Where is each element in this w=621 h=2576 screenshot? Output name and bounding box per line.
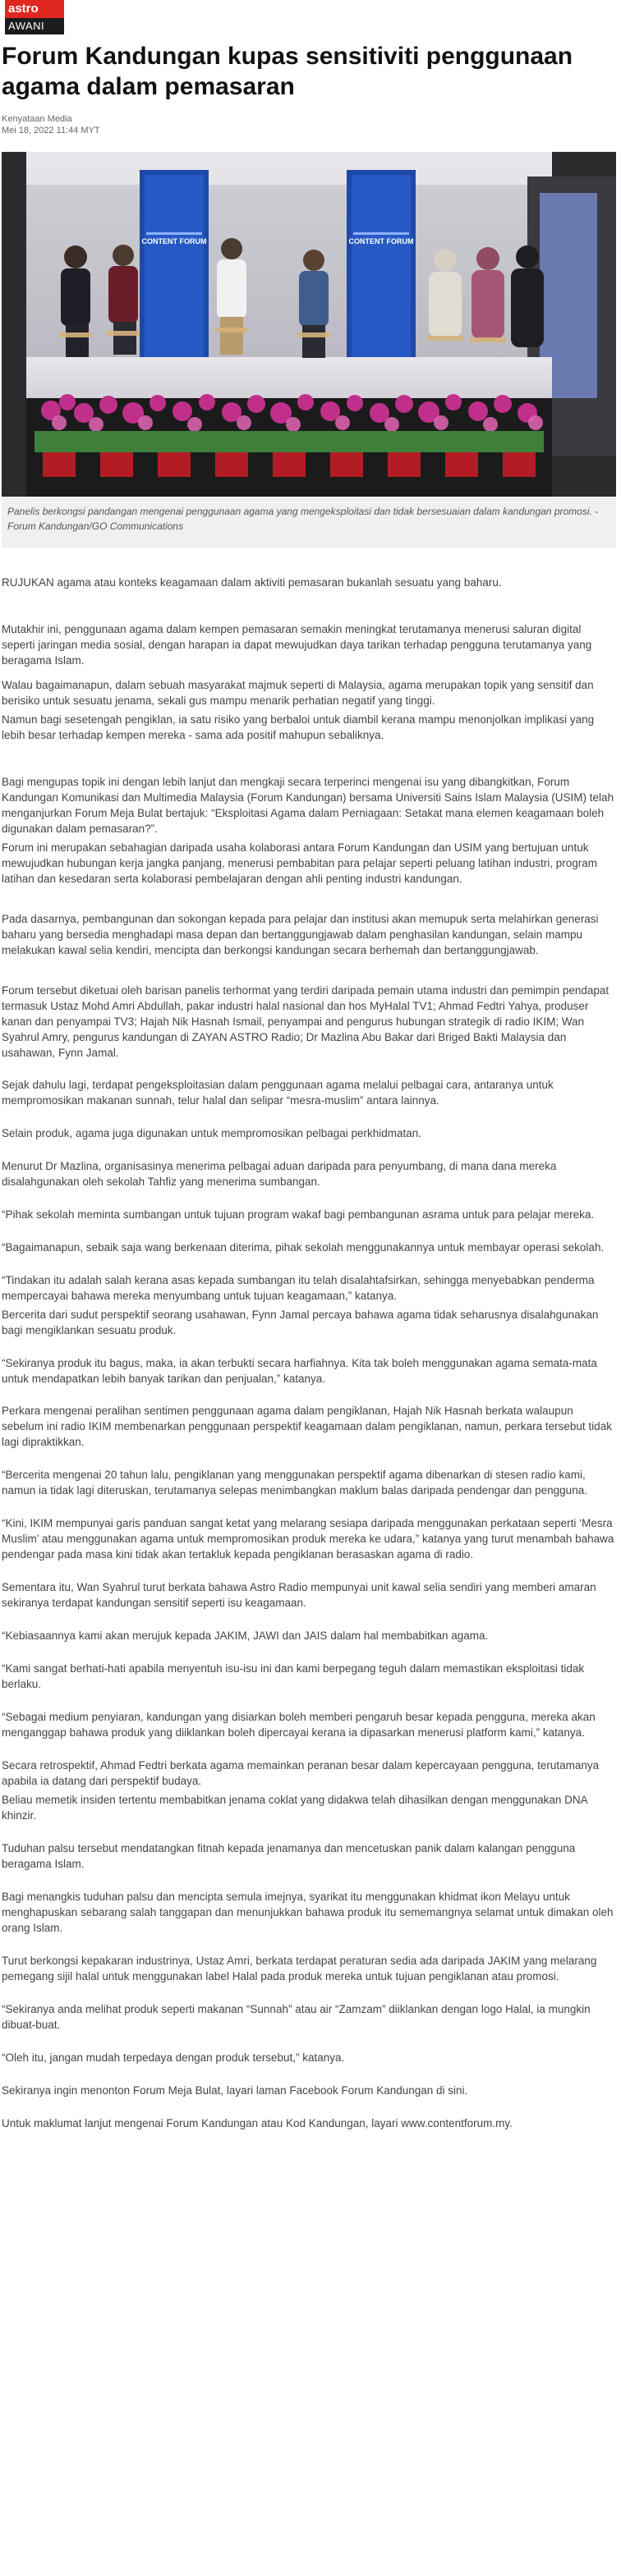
hero-caption: Panelis berkongsi pandangan mengenai penggunaan agama yang mengeksploitasi dan tidak bersesuaian dalam kandungan promosi. -Forum Kandungan/GO Communications [2,497,616,548]
paragraph: “Oleh itu, jangan mudah terpedaya dengan produk tersebut,” katanya. [2,2051,345,2064]
astro-awani-logo[interactable] [5,0,64,34]
paragraph: Sejak dahulu lagi, terdapat pengeksploitasian dalam penggunaan agama melalui pelbagai cara, antaranya untuk mempromosikan makanan sunnah, telur halal dan selipar “mesra-muslim” antara lainnya. [2,1079,554,1107]
paragraph: “Bagaimanapun, sebaik saja wang berkenaan diterima, pihak sekolah menggunakannya untuk membayar operasi sekolah. [2,1241,605,1254]
paragraph: Walau bagaimanapun, dalam sebuah masyarakat majmuk seperti di Malaysia, agama merupakan topik yang sensitif dan berisiko untuk sesuatu jenama, sekali gus mampu menarik perhatian negatif yang tinggi. [2,679,594,707]
paragraph: “Sekiranya produk itu bagus, maka, ia akan terbukti secara harfiahnya. Kita tak boleh menggunakan agama semata-mata untuk mendapatkan lebih banyak tarikan dan penjualan,” katanya. [2,1357,597,1385]
paragraph: Perkara mengenai peralihan sentimen penggunaan agama dalam pengiklanan, Hajah Nik Hasnah berkata walaupun sebelum ini radio IKIM membenarkan penggunaan perspektif keagamaan dalam pengiklanan, namun, perkara tersebut tidak lagi dipraktikkan. [2,1405,612,1448]
content-forum-banner-left [140,170,209,367]
paragraph: Sekiranya ingin menonton Forum Meja Bulat, layari laman Facebook Forum Kandungan di sini. [2,2084,468,2097]
paragraph: “Pihak sekolah meminta sumbangan untuk tujuan program wakaf bagi pembangunan asrama untuk para pelajar mereka. [2,1208,595,1221]
paragraph: Sementara itu, Wan Syahrul turut berkata bahawa Astro Radio mempunyai unit kawal selia sendiri yang memberi amaran sekiranya terdapat kandungan sensitif seperti isu keagamaan. [2,1581,596,1609]
logo-bottom: AWANI [5,18,64,34]
paragraph: “Sebagai medium penyiaran, kandungan yang disiarkan boleh memberi pengaruh besar kepada pengguna, mereka akan menganggap bahawa produk yang diiklankan boleh dipercayai kerana ia dipasarkan menerusi platform kami,” katanya. [2,1711,596,1739]
flower-arrangement [26,394,552,497]
paragraph: Tuduhan palsu tersebut mendatangkan fitnah kepada jenamanya dan mencetuskan panik dalam kalangan pengguna beragama Islam. [2,1842,576,1870]
paragraph: Bagi mengupas topik ini dengan lebih lanjut dan mengkaji secara terperinci mengenai isu yang dibangkitkan, Forum Kandungan Komunikasi dan Multimedia Malaysia (Forum Kandungan) bersama Universiti Sains Islam Malaysia (USIM) telah menganjurkan Forum Meja Bulat bertajuk: “Eksploitasi Agama dalam Perniagaan: Setakat mana elemen keagamaan boleh digunakan dalam pemasaran?”. [2,776,614,835]
article-meta [2,113,100,136]
article-date: Mei 18, 2022 11:44 MYT [2,126,100,135]
paragraph: Menurut Dr Mazlina, organisasinya menerima pelbagai aduan daripada para penyumbang, di mana dana mereka disalahgunakan oleh sekolah Tahfiz yang menerima sumbangan. [2,1160,557,1188]
logo-top: astro [5,0,64,18]
paragraph: Namun bagi sesetengah pengiklan, ia satu risiko yang berbaloi untuk diambil kerana mampu menonjolkan implikasi yang lebih besar terhadap kempen mereka - sama ada positif mahupun sebaliknya. [2,713,595,741]
paragraph: “Kami sangat berhati-hati apabila menyentuh isu-isu ini dan kami berpegang teguh dalam memastikan eksploitasi tidak berlaku. [2,1662,585,1690]
paragraph: “Bercerita mengenai 20 tahun lalu, pengiklanan yang menggunakan perspektif agama dibenarkan di stesen radio kami, namun ia tidak lagi diteruskan, terutamanya selepas menimbangkan maklum balas daripada pendengar dan pengguna. [2,1469,587,1497]
paragraph: Forum ini merupakan sebahagian daripada usaha kolaborasi antara Forum Kandungan dan USIM yang bertujuan untuk mewujudkan hubungan kerja jangka panjang, menerusi pembabitan para pelajar seperti peluang latihan industri, program latihan dan kesedaran serta kolaborasi pembelajaran dengan ahli penting industri kandungan. [2,841,597,885]
hero-photo [2,152,616,497]
hero-photo-illustration [2,152,616,497]
banner-left-text: CONTENT FORUM [141,237,207,245]
paragraph: “Sekiranya anda melihat produk seperti makanan “Sunnah” atau air “Zamzam” diiklankan dengan logo Halal, ia mungkin dibuat-buat. [2,2003,591,2031]
paragraph: Bercerita dari sudut perspektif seorang usahawan, Fynn Jamal percaya bahawa agama tidak seharusnya disalahgunakan bagi mengiklankan sesuatu produk. [2,1309,599,1336]
paragraph: Forum tersebut diketuai oleh barisan panelis terhormat yang terdiri daripada pemain utama industri dan pemimpin pendapat termasuk Ustaz Mohd Amri Abdullah, pakar industri halal nasional dan hos MyHalal TV1; Ahmad Fedtri Yahya, produser kanan dan penyampai TV3; Hajah Nik Hasnah Ismail, penyampai and pengurus hubungan strategik di radio IKIM; Wan Syahrul Amry, pengurus kandungan di ZAYAN ASTRO Radio; Dr Mazlina Abu Bakar dari Briged Bakti Malaysia dan usahawan, Fynn Jamal. [2,984,610,1059]
paragraph: Pada dasarnya, pembangunan dan sokongan kepada para pelajar dan institusi akan memupuk serta melahirkan generasi baharu yang bersedia menghadapi masa depan dan bertanggungjawab dalam penghasilan kandungan, selain mampu melakukan kawal selia kendiri, mencipta dan berkongsi kandungan secara berhemah dan bertanggungjawab. [2,913,599,956]
paragraph: Mutakhir ini, penggunaan agama dalam kempen pemasaran semakin meningkat terutamanya menerusi saluran digital seperti jaringan media sosial, dengan harapan ia dapat mewujudkan daya tarikan terhadap pengguna terutamanya yang beragama Islam. [2,623,592,667]
paragraph: Selain produk, agama juga digunakan untuk mempromosikan pelbagai perkhidmatan. [2,1127,422,1139]
banner-right-text: CONTENT FORUM [348,237,414,245]
article-source: Kenyataan Media [2,114,72,124]
paragraph: “Tindakan itu adalah salah kerana asas kepada sumbangan itu telah disalahtafsirkan, sehingga menyebabkan penderma mempercayai bahawa mereka menyumbang untuk tujuan keagamaan,” katanya. [2,1274,595,1302]
paragraph: Turut berkongsi kepakaran industrinya, Ustaz Amri, berkata terdapat peraturan sedia ada daripada JAKIM yang melarang pemegang sijil halal untuk menggunakan label Halal pada produk mereka untuk tujuan pengiklanan atau promosi. [2,1955,597,1982]
paragraph: “Kini, IKIM mempunyai garis panduan sangat ketat yang melarang sesiapa daripada menggunakan perkataan seperti ‘Mesra Muslim’ atau menggunakan agama untuk mempromosikan produk mereka ke udara,” katanya yang turut menambah bahawa pendengar pada masa kini tidak akan tertakluk kepada pengiklanan berasaskan agama di radio. [2,1517,614,1561]
paragraph: Bagi menangkis tuduhan palsu dan mencipta semula imejnya, syarikat itu menggunakan khidmat ikon Melayu untuk menghapuskan sebarang salah tanggapan dan menunjukkan bahawa produk itu sememangnya selamat untuk dimakan oleh orang Islam. [2,1891,614,1934]
paragraph: Beliau memetik insiden tertentu membabitkan jenama coklat yang didakwa telah dihasilkan dengan menggunakan DNA khinzir. [2,1794,587,1822]
paragraph: Untuk maklumat lanjut mengenai Forum Kandungan atau Kod Kandungan, layari www.contentforum.my. [2,2117,513,2129]
paragraph: “Kebiasaannya kami akan merujuk kepada JAKIM, JAWI dan JAIS dalam hal membabitkan agama. [2,1629,489,1642]
paragraph: RUJUKAN agama atau konteks keagamaan dalam aktiviti pemasaran bukanlah sesuatu yang baharu. [2,576,502,589]
article-body [2,575,616,2148]
article-headline: Forum Kandungan kupas sensitiviti penggunaan agama dalam pemasaran [2,43,573,100]
content-forum-banner-right [347,170,416,367]
paragraph: Secara retrospektif, Ahmad Fedtri berkata agama memainkan peranan besar dalam kepercayaan pengguna, terutamanya apabila ia datang dari perspektif budaya. [2,1759,600,1787]
